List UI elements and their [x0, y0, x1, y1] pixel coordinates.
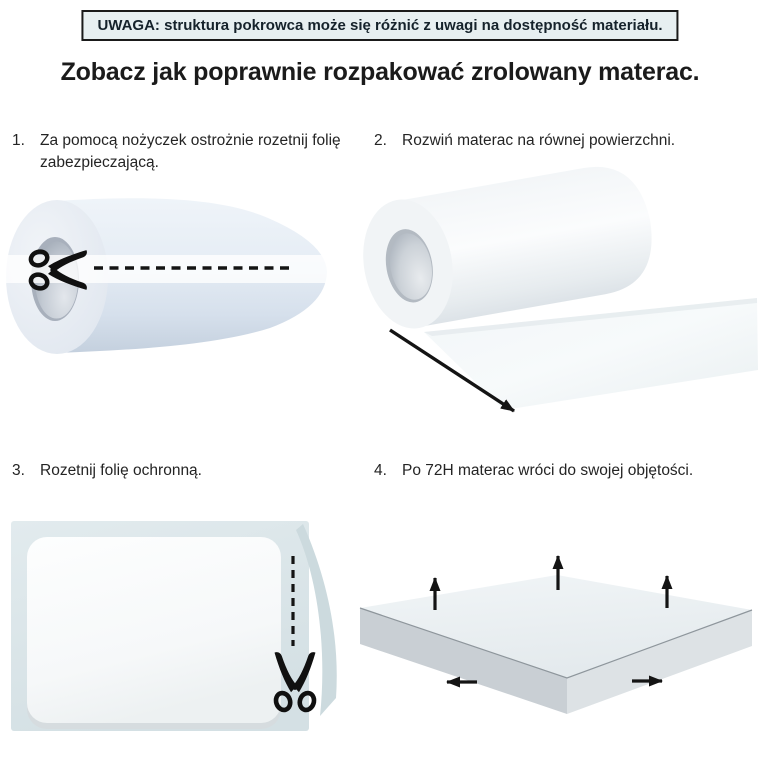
- mattress-graphic: [27, 537, 281, 729]
- step-3-number: 3.: [12, 462, 25, 479]
- mattress-roll-graphic: [362, 162, 662, 336]
- step-4-illustration-expanding-mattress: [352, 512, 760, 760]
- step-3-text: Rozetnij folię ochronną.: [40, 462, 202, 479]
- step-2-number: 2.: [374, 132, 387, 149]
- step-4-label: [374, 460, 756, 482]
- page-title: Zobacz jak poprawnie rozpakować zrolowany materac.: [60, 58, 700, 86]
- mattress-slab-graphic: [360, 575, 752, 714]
- step-2-label: [374, 130, 756, 152]
- mattress-roll-graphic: [0, 198, 338, 354]
- step-4-number: 4.: [374, 462, 387, 479]
- step-3-label: [12, 460, 342, 482]
- step-1-number: 1.: [12, 132, 25, 149]
- step-4-text: Po 72H materac wróci do swojej objętości.: [402, 462, 694, 479]
- step-2-illustration-unrolling-mattress: [362, 162, 760, 428]
- step-2-text: Rozwiń materac na równej powierzchni.: [402, 132, 676, 149]
- step-1-text: Za pomocą nożyczek ostrożnie rozetnij folię zabezpieczającą.: [40, 132, 341, 171]
- step-1-illustration-rolled-mattress: [0, 188, 345, 393]
- step-3-illustration-cutting-film: [0, 510, 350, 760]
- step-1-label: [12, 130, 342, 174]
- notice-banner-text: UWAGA: struktura pokrowca może się różnić z uwagi na dostępność materiału.: [97, 17, 663, 34]
- notice-banner: [81, 10, 678, 41]
